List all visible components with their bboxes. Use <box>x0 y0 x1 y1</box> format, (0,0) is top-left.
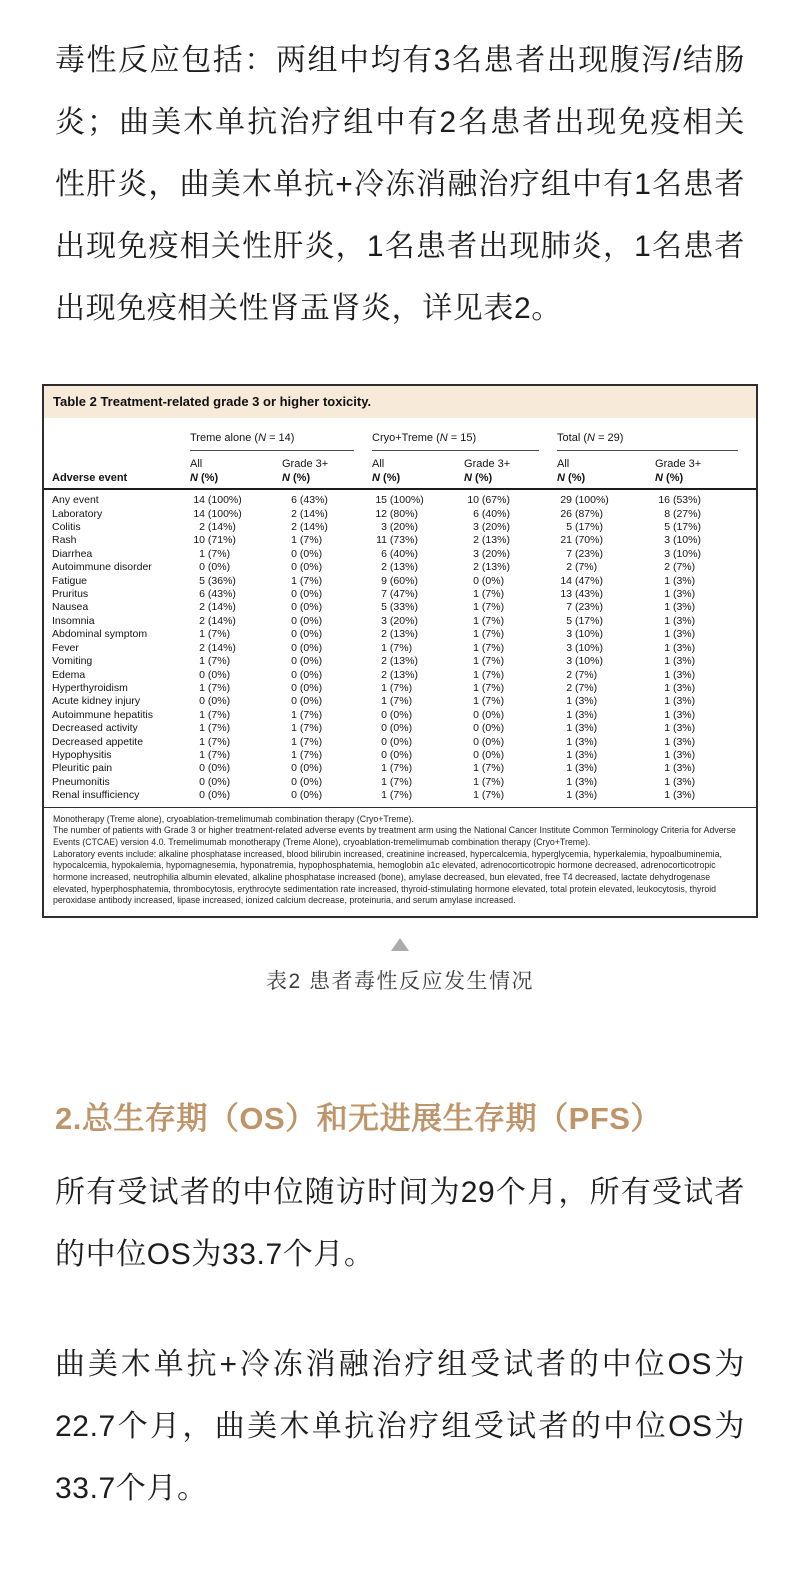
paragraph-os-by-arm: 曲美木单抗+冷冻消融治疗组受试者的中位OS为22.7个月，曲美木单抗治疗组受试者的中位OS为33.7个月。 <box>55 1348 745 1506</box>
table-cell: 0 (0%) <box>473 748 505 761</box>
table-cell: 5 (33%) <box>381 601 418 614</box>
adverse-event-name: Autoimmune hepatitis <box>52 708 153 721</box>
table-cell: 3 (20%) <box>473 547 510 560</box>
adverse-event-name: Vomiting <box>52 655 93 668</box>
column-subheader: Grade 3+ <box>655 458 702 471</box>
unit-row <box>44 472 756 489</box>
table-cell: 0 (0%) <box>291 588 323 601</box>
table-cell: 3 (10%) <box>664 534 701 547</box>
table-cell: 9 (60%) <box>381 574 418 587</box>
table-cell: 6 (40%) <box>381 547 418 560</box>
table-cell: 1 (3%) <box>664 735 696 748</box>
table-cell: 0 (0%) <box>291 695 323 708</box>
adverse-event-name: Hypophysitis <box>52 748 112 761</box>
table-cell: 16 (53%) <box>658 494 701 507</box>
table-row <box>44 534 756 547</box>
table-cell: 2 (14%) <box>199 521 236 534</box>
table-row <box>44 628 756 641</box>
table-row <box>44 521 756 534</box>
table-cell: 14 (100%) <box>193 507 242 520</box>
table-cell: 1 (7%) <box>473 775 505 788</box>
table-figure <box>42 384 758 995</box>
table-row <box>44 508 756 521</box>
table-cell: 14 (100%) <box>193 494 242 507</box>
unit-label: N (%) <box>557 472 655 489</box>
table-cell: 1 (7%) <box>199 681 231 694</box>
adverse-events-table <box>44 422 756 808</box>
table-cell: 0 (0%) <box>473 722 505 735</box>
table-cell: 2 (13%) <box>381 628 418 641</box>
table-cell: 0 (0%) <box>291 668 323 681</box>
table-caption: 表2 患者毒性反应发生情况 <box>265 970 534 994</box>
table-cell: 1 (7%) <box>199 547 231 560</box>
table-cell: 1 (3%) <box>566 735 598 748</box>
table-cell: 1 (7%) <box>473 614 505 627</box>
table-cell: 1 (7%) <box>291 708 323 721</box>
table-cell: 2 (14%) <box>291 521 328 534</box>
table-cell: 2 (14%) <box>199 641 236 654</box>
adverse-table-head <box>44 422 756 489</box>
adverse-event-name: Edema <box>52 668 86 681</box>
table-cell: 1 (7%) <box>381 775 413 788</box>
table-cell: 1 (3%) <box>664 775 696 788</box>
table-cell: 3 (20%) <box>473 521 510 534</box>
table-cell: 0 (0%) <box>473 708 505 721</box>
table-cell: 2 (13%) <box>473 534 510 547</box>
table-cell: 5 (17%) <box>566 614 603 627</box>
table-cell: 0 (0%) <box>473 574 505 587</box>
table-cell: 3 (20%) <box>381 521 418 534</box>
adverse-event-name: Pruritus <box>52 588 89 601</box>
table-cell: 2 (13%) <box>381 655 418 668</box>
table-cell: 1 (3%) <box>664 668 696 681</box>
table-cell: 1 (7%) <box>199 655 231 668</box>
table-cell: 1 (3%) <box>557 789 655 807</box>
table-cell: 12 (80%) <box>375 507 418 520</box>
table-cell: 2 (7%) <box>664 561 696 574</box>
table-title: Table 2 Treatment-related grade 3 or higher toxicity. <box>44 386 756 418</box>
table-cell: 1 (3%) <box>655 789 756 807</box>
table-cell: 5 (17%) <box>664 521 701 534</box>
adverse-event-name: Diarrhea <box>52 547 93 560</box>
table-cell: 1 (3%) <box>664 601 696 614</box>
table-cell: 1 (7%) <box>381 641 413 654</box>
table-cell: 1 (3%) <box>566 748 598 761</box>
table-cell: 1 (3%) <box>664 748 696 761</box>
table-cell: 3 (10%) <box>566 655 603 668</box>
table-row <box>44 575 756 588</box>
table-cell: 5 (17%) <box>566 521 603 534</box>
column-group-header: Treme alone (N = 14) <box>190 422 372 451</box>
table-cell: 1 (7%) <box>473 601 505 614</box>
table-cell: 1 (3%) <box>664 588 696 601</box>
column-group-header: Cryo+Treme (N = 15) <box>372 422 557 451</box>
group-header-row <box>44 422 756 451</box>
table-cell: 6 (43%) <box>291 494 328 507</box>
table-cell: 1 (7%) <box>199 735 231 748</box>
table-cell: 1 (7%) <box>291 722 323 735</box>
table-cell: 3 (10%) <box>566 628 603 641</box>
table-cell: 0 (0%) <box>291 681 323 694</box>
table-cell: 0 (0%) <box>381 722 413 735</box>
toxicity-table-box <box>42 384 758 918</box>
adverse-event-name: Pneumonitis <box>52 775 110 788</box>
table-cell: 0 (0%) <box>291 614 323 627</box>
table-cell: 1 (7%) <box>473 641 505 654</box>
triangle-up-icon <box>391 938 409 951</box>
table-cell: 1 (7%) <box>381 762 413 775</box>
table-cell: 5 (36%) <box>199 574 236 587</box>
adverse-event-name: Decreased appetite <box>52 735 144 748</box>
table-cell: 3 (10%) <box>566 641 603 654</box>
table-cell: 2 (7%) <box>566 681 598 694</box>
adverse-event-name: Laboratory <box>52 507 103 520</box>
table-row <box>44 588 756 601</box>
table-cell: 0 (0%) <box>381 735 413 748</box>
table-row <box>44 489 756 507</box>
table-row <box>44 695 756 708</box>
table-cell: 1 (3%) <box>566 708 598 721</box>
adverse-table-body <box>44 489 756 807</box>
adverse-event-name: Fatigue <box>52 574 88 587</box>
table-cell: 7 (23%) <box>566 547 603 560</box>
unit-label: N (%) <box>190 472 282 489</box>
table-cell: 1 (7%) <box>291 748 323 761</box>
table-cell: 1 (3%) <box>664 628 696 641</box>
row-header-label: Adverse event <box>44 472 190 489</box>
adverse-event-name: Renal insufficiency <box>44 789 190 807</box>
table-cell: 11 (73%) <box>376 534 418 547</box>
table-cell: 1 (7%) <box>381 695 413 708</box>
unit-label: N (%) <box>372 472 464 489</box>
table-cell: 1 (3%) <box>664 614 696 627</box>
table-cell: 10 (67%) <box>467 494 510 507</box>
table-cell: 1 (7%) <box>291 574 323 587</box>
column-subheader: Grade 3+ <box>282 458 329 471</box>
table-cell: 14 (47%) <box>560 574 603 587</box>
unit-label: N (%) <box>464 472 557 489</box>
table-footnote: The number of patients with Grade 3 or higher treatment-related adverse events by treatment arm using the National Cancer Institute Common Terminology Criteria for Adverse Events (CTCAE) version 4.0. Tremelimumab monotherapy (Treme Alone), cryoablation-tremelimumab combination therapy (Cryo+Treme). <box>53 825 736 847</box>
table-cell: 1 (7%) <box>199 628 231 641</box>
table-cell: 0 (0%) <box>199 695 231 708</box>
table-cell: 2 (14%) <box>199 601 236 614</box>
table-cell: 1 (3%) <box>566 722 598 735</box>
table-row <box>44 642 756 655</box>
table-cell: 1 (3%) <box>664 574 696 587</box>
table-cell: 1 (3%) <box>566 775 598 788</box>
table-cell: 1 (3%) <box>664 762 696 775</box>
table-cell: 1 (7%) <box>291 735 323 748</box>
column-subheader: All <box>190 458 203 471</box>
table-cell: 1 (7%) <box>473 762 505 775</box>
table-cell: 1 (3%) <box>566 695 598 708</box>
table-cell: 6 (40%) <box>473 507 510 520</box>
table-cell: 3 (20%) <box>381 614 418 627</box>
table-footnote: Laboratory events include: alkaline phosphatase increased, blood bilirubin increased, creatinine increased, hypercalcemia, hyperglycemia, hyperkalemia, hypoalbuminemia, hypocalcemia, hypokalemia, hypomagnesemia, hyponatremia, hypophosphatemia, hemoglobin a1c elevated, adrenocorticotropic hormone decreased, adrenocorticotropic hormone increased, neutrophilia albumin elevated, alkaline phosphatase increased (bone), amylase decreased, bun elevated, free T4 decreased, lactate dehydrogenase elevated, hyperphosphatemia, thrombocytosis, erythrocyte sedimentation rate increased, thyroid-stimulating hormone elevated, total protein elevated, leukocytosis, thyroid peroxidase antibody increased, lipase increased, ionized calcium decrease, proteinuria, and serum amylase increased. <box>53 848 722 906</box>
table-cell: 8 (27%) <box>664 507 701 520</box>
table-cell: 0 (0%) <box>291 641 323 654</box>
table-cell: 29 (100%) <box>560 494 609 507</box>
adverse-event-name: Hyperthyroidism <box>52 681 128 694</box>
table-cell: 2 (7%) <box>566 561 598 574</box>
table-cell: 0 (0%) <box>291 561 323 574</box>
unit-label: N (%) <box>655 472 756 489</box>
paragraph-followup-os: 所有受试者的中位随访时间为29个月，所有受试者的中位OS为33.7个月。 <box>55 1176 745 1272</box>
adverse-event-name: Pleuritic pain <box>52 762 113 775</box>
adverse-event-name: Insomnia <box>52 614 95 627</box>
table-cell: 1 (7%) <box>473 668 505 681</box>
table-cell: 0 (0%) <box>291 655 323 668</box>
table-cell: 1 (3%) <box>664 722 696 735</box>
table-cell: 0 (0%) <box>473 735 505 748</box>
table-cell: 0 (0%) <box>291 762 323 775</box>
table-cell: 1 (3%) <box>664 708 696 721</box>
table-cell: 1 (7%) <box>473 628 505 641</box>
table-cell: 0 (0%) <box>282 789 372 807</box>
table-cell: 0 (0%) <box>291 601 323 614</box>
table-cell: 0 (0%) <box>190 789 282 807</box>
adverse-event-name: Acute kidney injury <box>52 695 141 708</box>
adverse-event-name: Rash <box>52 534 77 547</box>
table-row <box>44 762 756 775</box>
table-cell: 1 (7%) <box>473 655 505 668</box>
table-cell: 26 (87%) <box>560 507 603 520</box>
table-cell: 1 (3%) <box>566 762 598 775</box>
column-subheader: All <box>557 458 570 471</box>
table-row <box>44 749 756 762</box>
table-footnote: Monotherapy (Treme alone), cryoablation-tremelimumab combination therapy (Cryo+Treme). <box>53 813 414 824</box>
adverse-event-name: Abdominal symptom <box>52 628 148 641</box>
table-row <box>44 789 756 807</box>
adverse-event-name: Nausea <box>52 601 89 614</box>
section-heading-os-pfs: 2.总生存期（OS）和无进展生存期（PFS） <box>55 1101 662 1137</box>
table-cell: 1 (7%) <box>291 534 323 547</box>
table-row <box>44 736 756 749</box>
table-cell: 15 (100%) <box>375 494 424 507</box>
table-cell: 2 (7%) <box>566 668 598 681</box>
table-cell: 21 (70%) <box>560 534 603 547</box>
adverse-event-name: Fever <box>52 641 79 654</box>
table-cell: 1 (3%) <box>664 695 696 708</box>
table-row <box>44 615 756 628</box>
table-footnotes <box>44 808 756 917</box>
adverse-event-name: Any event <box>52 494 99 507</box>
table-cell: 2 (13%) <box>381 561 418 574</box>
table-cell: 0 (0%) <box>381 748 413 761</box>
table-cell: 2 (13%) <box>381 668 418 681</box>
table-cell: 0 (0%) <box>199 775 231 788</box>
table-row <box>44 682 756 695</box>
table-cell: 0 (0%) <box>199 668 231 681</box>
table-row <box>44 561 756 574</box>
table-cell: 2 (13%) <box>473 561 510 574</box>
table-row <box>44 548 756 561</box>
table-cell: 1 (7%) <box>381 681 413 694</box>
adverse-event-name: Decreased activity <box>52 722 138 735</box>
table-cell: 1 (3%) <box>664 655 696 668</box>
empty-header-cell <box>44 451 190 471</box>
column-group-header: Total (N = 29) <box>557 422 756 451</box>
table-cell: 1 (7%) <box>199 722 231 735</box>
subheader-row <box>44 451 756 471</box>
table-cell: 0 (0%) <box>199 561 231 574</box>
table-row <box>44 722 756 735</box>
table-cell: 1 (7%) <box>199 708 231 721</box>
table-cell: 1 (7%) <box>473 588 505 601</box>
paragraph-toxicity-summary: 毒性反应包括：两组中均有3名患者出现腹泻/结肠炎；曲美木单抗治疗组中有2名患者出现免疫相关性肝炎，曲美木单抗+冷冻消融治疗组中有1名患者出现免疫相关性肝炎，1名患者出现肺炎，1名患者出现免疫相关性肾盂肾炎，详见表2。 <box>55 44 745 325</box>
adverse-event-name: Autoimmune disorder <box>52 561 152 574</box>
table-cell: 10 (71%) <box>193 534 236 547</box>
table-cell: 0 (0%) <box>381 708 413 721</box>
table-cell: 1 (7%) <box>199 748 231 761</box>
table-row <box>44 655 756 668</box>
table-cell: 7 (23%) <box>566 601 603 614</box>
empty-header-cell <box>44 422 190 451</box>
table-cell: 0 (0%) <box>291 775 323 788</box>
table-cell: 13 (43%) <box>560 588 603 601</box>
table-cell: 1 (3%) <box>664 681 696 694</box>
table-row <box>44 776 756 789</box>
unit-label: N (%) <box>282 472 372 489</box>
table-cell: 0 (0%) <box>291 628 323 641</box>
table-cell: 3 (10%) <box>664 547 701 560</box>
adverse-event-name: Colitis <box>52 521 81 534</box>
table-cell: 0 (0%) <box>291 547 323 560</box>
table-cell: 7 (47%) <box>381 588 418 601</box>
table-cell: 1 (7%) <box>464 789 557 807</box>
table-cell: 1 (7%) <box>473 681 505 694</box>
table-row <box>44 601 756 614</box>
table-row <box>44 709 756 722</box>
column-subheader: All <box>372 458 385 471</box>
column-subheader: Grade 3+ <box>464 458 511 471</box>
table-cell: 1 (3%) <box>664 641 696 654</box>
table-cell: 2 (14%) <box>199 614 236 627</box>
table-cell: 1 (7%) <box>372 789 464 807</box>
table-cell: 1 (7%) <box>473 695 505 708</box>
table-row <box>44 669 756 682</box>
table-cell: 0 (0%) <box>199 762 231 775</box>
table-cell: 6 (43%) <box>199 588 236 601</box>
table-cell: 2 (14%) <box>291 507 328 520</box>
